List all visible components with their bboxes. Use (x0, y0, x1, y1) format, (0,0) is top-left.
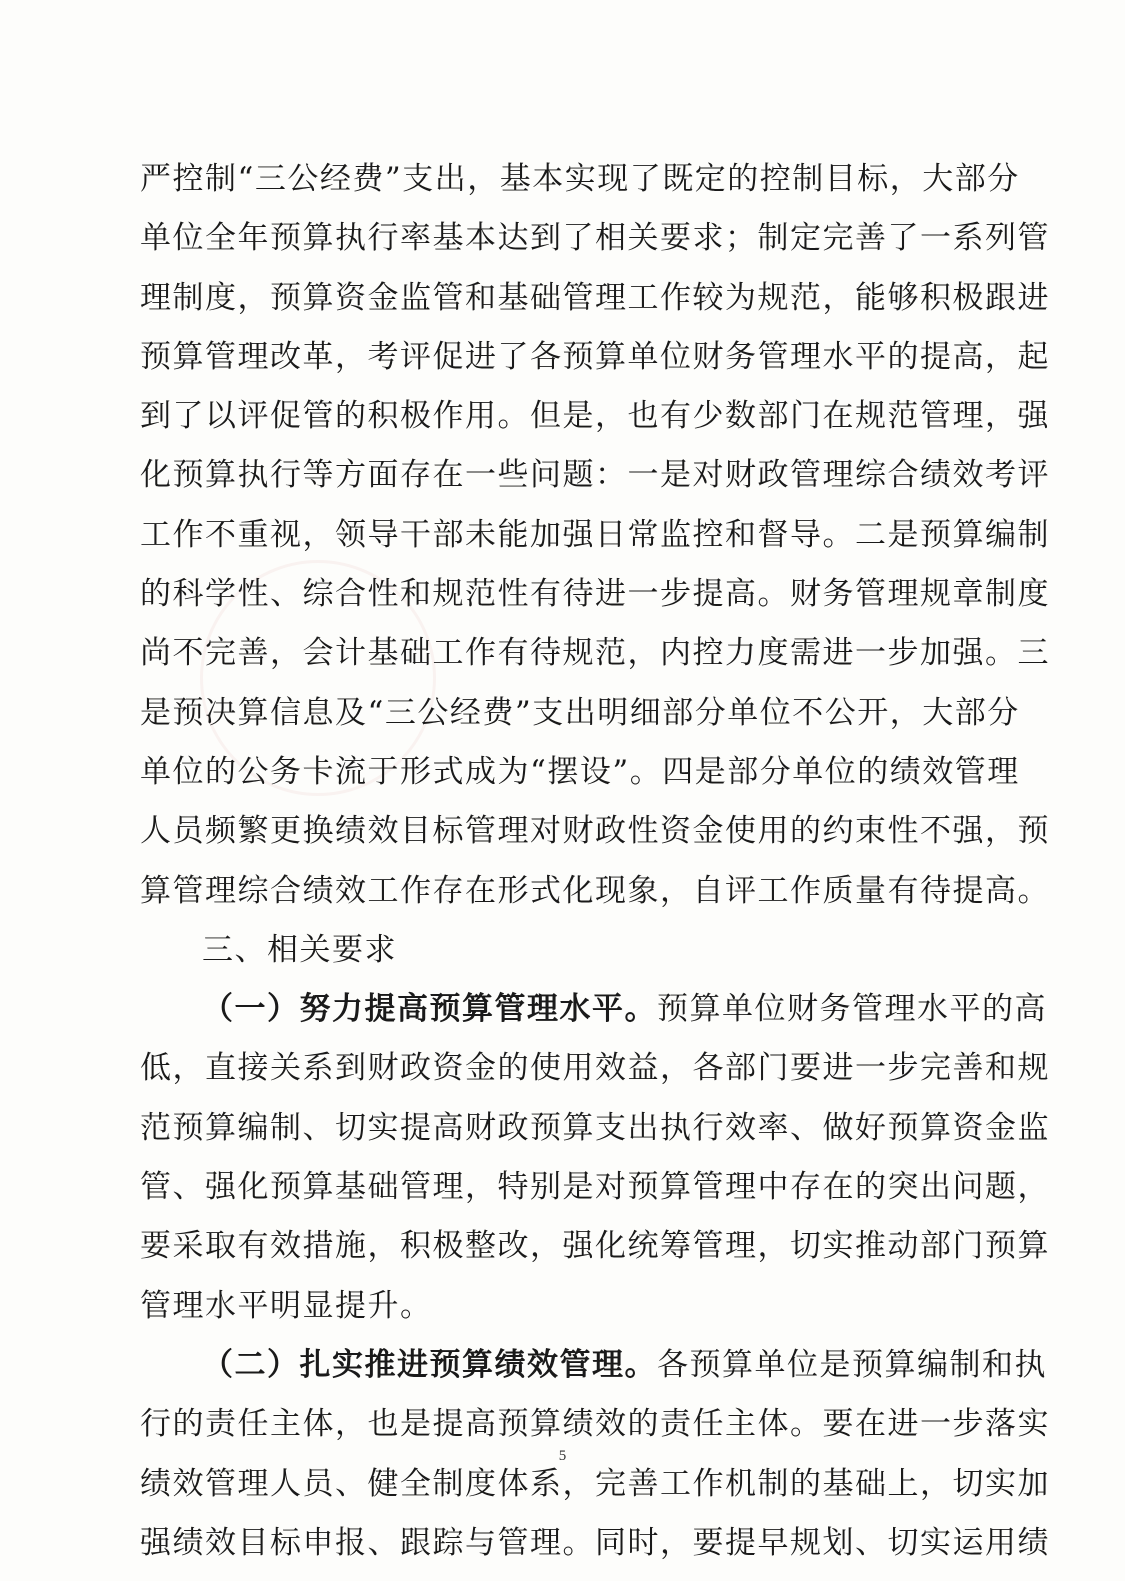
line-text: 算管理综合绩效工作存在形式化现象，自评工作质量有待提高。 (140, 872, 1050, 909)
line-text: 绩效管理人员、健全制度体系，完善工作机制的基础上，切实加 (140, 1465, 1050, 1502)
text-line (140, 921, 970, 980)
text-line (140, 1277, 970, 1336)
text-line (140, 446, 1050, 505)
line-text: 低，直接关系到财政资金的使用效益，各部门要进一步完善和规 (140, 1050, 1050, 1087)
line-text: 理制度，预算资金监管和基础管理工作较为规范，能够积极跟进 (140, 279, 1050, 316)
line-text: 是预决算信息及“三公经费”支出明细部分单位不公开，大部分 (140, 694, 1020, 731)
line-text: 的科学性、综合性和规范性有待进一步提高。财务管理规章制度 (140, 576, 1050, 613)
body-text (140, 150, 1050, 1573)
line-text: 各预算单位是预算编制和执 (657, 1346, 1047, 1383)
line-text: 预算管理改革，考评促进了各预算单位财务管理水平的提高，起 (140, 338, 1050, 375)
text-line (140, 1395, 1050, 1454)
line-text: 严控制“三公经费”支出，基本实现了既定的控制目标，大部分 (140, 161, 1020, 197)
text-line (140, 624, 1050, 683)
section-heading: （二）扎实推进预算绩效管理。 (202, 1346, 657, 1383)
page-number: 5 (558, 1448, 567, 1464)
line-text: 单位全年预算执行率基本达到了相关要求；制定完善了一系列管 (140, 220, 1050, 257)
line-text: 行的责任主体，也是提高预算绩效的责任主体。要在进一步落实 (140, 1406, 1050, 1443)
text-line (140, 506, 1050, 565)
line-text: 尚不完善，会计基础工作有待规范，内控力度需进一步加强。三 (140, 635, 1050, 672)
line-text: 人员频繁更换绩效目标管理对财政性资金使用的约束性不强，预 (140, 813, 1050, 850)
line-text: 到了以评促管的积极作用。但是，也有少数部门在规范管理，强 (140, 398, 1050, 435)
line-text: 要采取有效措施，积极整改，强化统筹管理，切实推动部门预算 (140, 1228, 1050, 1265)
text-line (140, 565, 1050, 624)
text-line (140, 387, 1050, 446)
line-text: 预算单位财务管理水平的高 (657, 991, 1047, 1028)
text-line (140, 1158, 1050, 1217)
text-line (140, 1514, 1050, 1573)
text-line (140, 1336, 1047, 1395)
line-text: 范预算编制、切实提高财政预算支出执行效率、做好预算资金监 (140, 1109, 1050, 1146)
text-line (140, 1099, 1050, 1158)
text-line (140, 743, 1020, 802)
line-text: 化预算执行等方面存在一些问题：一是对财政管理综合绩效考评 (140, 457, 1050, 494)
text-line (140, 328, 1050, 387)
text-line (140, 684, 1020, 743)
text-line (140, 802, 1050, 861)
text-line (140, 269, 1050, 328)
line-text: 管、强化预算基础管理，特别是对预算管理中存在的突出问题， (140, 1169, 1050, 1206)
line-text: 单位的公务卡流于形式成为“摆设”。四是部分单位的绩效管理 (140, 753, 1020, 790)
line-text: 管理水平明显提升。 (140, 1287, 433, 1324)
line-text: 强绩效目标申报、跟踪与管理。同时，要提早规划、切实运用绩 (140, 1524, 1050, 1561)
text-line (140, 150, 1020, 209)
text-line (140, 1039, 1050, 1098)
text-line (140, 209, 1050, 268)
section-heading: （一）努力提高预算管理水平。 (202, 991, 657, 1028)
text-line (140, 862, 1050, 921)
line-text: 工作不重视，领导干部未能加强日常监控和督导。二是预算编制 (140, 516, 1050, 553)
text-line (140, 980, 1047, 1039)
text-line (140, 1217, 1050, 1276)
line-text: 三、相关要求 (202, 931, 397, 968)
